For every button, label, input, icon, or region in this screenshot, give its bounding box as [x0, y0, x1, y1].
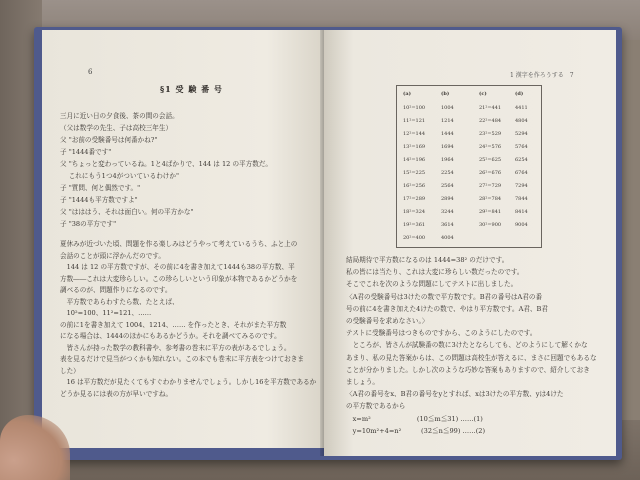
- table-cell: 15²=225: [403, 170, 426, 176]
- left-body-line: 子 "質問、何と偶然です。": [60, 184, 141, 192]
- left-body-line: 父 "ちょっと変わっているね。1と4ばかりで、144 は 12 の平方数だ。: [60, 160, 273, 168]
- table-cell: 6764: [515, 170, 528, 176]
- table-cell: 12²=144: [403, 131, 426, 137]
- table-cell: 19²=361: [403, 222, 426, 228]
- left-body-line: 子 "1444も平方数ですよ": [60, 196, 138, 204]
- table-cell: 1004: [441, 105, 454, 111]
- square-table: [396, 85, 542, 248]
- table-cell: 4411: [515, 105, 528, 111]
- table-row: [397, 206, 541, 218]
- right-body-line: の平方数であるから: [346, 402, 406, 411]
- left-body-line: 子 "38の平方です": [60, 220, 117, 228]
- right-body-line: x=m² (10≦m≦31) ……(1): [346, 414, 483, 423]
- table-row: [397, 180, 541, 192]
- table-cell: 21²=441: [479, 105, 502, 111]
- left-body-line: 父 "はははう、それは面白い。何の平方かな": [60, 208, 194, 216]
- table-cell: 11²=121: [403, 118, 426, 124]
- table-cell: 23²=529: [479, 131, 502, 137]
- table-cell: 1214: [441, 118, 454, 124]
- table-cell: 10²=100: [403, 105, 426, 111]
- table-cell: 1694: [441, 144, 454, 150]
- table-cell: 27²=729: [479, 183, 502, 189]
- table-cell: 13²=169: [403, 144, 426, 150]
- table-header-cell: (c): [479, 91, 487, 97]
- left-body-line: した）: [60, 366, 80, 375]
- left-page: [42, 30, 324, 448]
- running-head: 1 漢字を作ろうする 7: [510, 72, 574, 79]
- table-cell: 5294: [515, 131, 528, 137]
- table-cell: 2254: [441, 170, 454, 176]
- table-cell: 30²=900: [479, 222, 502, 228]
- table-cell: 9004: [515, 222, 528, 228]
- left-body-line: 方数――これは大変珍らしい。この珍らしいという印象が本物であるかどうかを: [60, 274, 298, 283]
- right-body-line: そこでこれを次のような問題にしてテストに出しました。: [346, 280, 518, 289]
- right-body-line: y=10m²+4=n² (32≦n≦99) ……(2): [346, 426, 486, 435]
- left-body-line: 16 は平方数だが見たくてもすぐわかりませんでしょう。しかし16を平方数であるか: [60, 378, 317, 386]
- right-body-line: あまり、私の見た答案からは、この問題は高校生が答えるに、まさに回題でもあるな: [346, 353, 597, 362]
- table-cell: 1444: [441, 131, 454, 137]
- left-body-line: になる場合は、1444のほかにもあるかどうか。それを調べてみるのです。: [60, 332, 281, 340]
- left-body-line: 会話のことが頭に浮かんだのです。: [60, 251, 165, 260]
- table-cell: 8414: [515, 209, 528, 215]
- table-cell: 20²=400: [403, 235, 426, 241]
- left-body-line: 表を見るだけで見当がつくかも知れない。この本でも巻末に平方表をつけておきま: [60, 355, 304, 363]
- table-cell: 29²=841: [479, 209, 502, 215]
- left-body-line: 10²=100、11²=121、……: [60, 309, 152, 317]
- section-heading: §1 受 験 番 号: [160, 84, 223, 94]
- right-body-line: ましょう。: [346, 378, 379, 386]
- table-cell: 14²=196: [403, 157, 426, 163]
- table-cell: 25²=625: [479, 157, 502, 163]
- right-body-line: 〈A君の受験番号は3けたの数で平方数です。B君の番号はA君の番: [346, 292, 543, 301]
- right-body-line: 〈A君の番号をx、B君の番号をyとすれば、xは3けたの平方数、yは4けた: [346, 390, 564, 399]
- left-body-line: これにもう1つ4がついているわけか": [60, 172, 180, 180]
- left-body-line: 夏休みが近づいた頃、問題を作る楽しみはどうやって考えているうち、ふと上の: [60, 240, 298, 248]
- right-body-line: ことが分かりました。しかし次のような巧妙な答案もありますので、紹介しておき: [346, 365, 590, 374]
- table-cell: 3614: [441, 222, 454, 228]
- table-cell: 3244: [441, 209, 454, 215]
- table-header-cell: (d): [515, 91, 524, 97]
- table-cell: 2564: [441, 183, 454, 189]
- table-cell: 6254: [515, 157, 528, 163]
- table-cell: 7844: [515, 196, 528, 202]
- table-header-cell: (a): [403, 91, 411, 97]
- table-row: [397, 128, 541, 140]
- table-cell: 17²=289: [403, 196, 426, 202]
- table-cell: 22²=484: [479, 118, 502, 124]
- left-body-line: 皆さんが持った数学の教科書や、参考書の巻末に平方の表があるでしょう。: [60, 343, 291, 352]
- right-body-line: 私の皆には当たり、これは大変に珍らしい数だったのです。: [346, 268, 524, 277]
- left-page-number: 6: [88, 68, 93, 76]
- table-header-row: [397, 88, 541, 100]
- left-body-line: 調べるのが、問題作りになるのです。: [60, 286, 172, 294]
- table-row: [397, 154, 541, 166]
- right-body-line: 号の前に4を書き加えた4けたの数で、やはり平方数です。A君、B君: [346, 304, 548, 313]
- right-page: [324, 30, 616, 456]
- left-body-line: 三月に近い日の夕食後、茶の間の会話。: [60, 112, 179, 120]
- left-body-line: の前に1を書き加えて 1004、1214、…… を作ったとき、それがまた平方数: [60, 320, 287, 329]
- table-row: [397, 167, 541, 179]
- left-body-line: 144 は 12 の平方数ですが、その前に4を書き加えて1444も38の平方数、平: [60, 263, 295, 271]
- table-cell: 18²=324: [403, 209, 426, 215]
- left-body-line: 平方数であらわすたら数、たとえば、: [60, 297, 179, 306]
- table-row: [397, 115, 541, 127]
- table-cell: 26²=676: [479, 170, 502, 176]
- left-body-line: 父 "お前の受験番号は何番かね?": [60, 136, 158, 144]
- left-body-line: （父は数学の先生、子は高校三年生）: [60, 124, 173, 132]
- table-cell: 24²=576: [479, 144, 502, 150]
- table-cell: 7294: [515, 183, 528, 189]
- left-body-line: どうか見るには表の方が早いですね。: [60, 389, 173, 398]
- table-cell: 2894: [441, 196, 454, 202]
- table-row: [397, 193, 541, 205]
- table-row: [397, 232, 541, 244]
- table-row: [397, 219, 541, 231]
- table-cell: 4004: [441, 235, 454, 241]
- table-cell: 16²=256: [403, 183, 426, 189]
- table-row: [397, 102, 541, 114]
- table-cell: 28²=784: [479, 196, 502, 202]
- table-cell: 5764: [515, 144, 528, 150]
- table-cell: 4804: [515, 118, 528, 124]
- right-body-line: 結局期待で平方数になるのは 1444=38² のだけです。: [346, 256, 509, 264]
- right-body-line: の受験番号を求めなさい。〉: [346, 317, 429, 325]
- right-body-line: ところが、皆さんが試験番の数に3けたとならしても、どのようにして解くかな: [346, 341, 588, 350]
- right-body-line: テストに受験番号はつきものですから、このようにしたのです。: [346, 329, 537, 338]
- left-body-line: 子 "1444番です": [60, 148, 112, 156]
- table-row: [397, 141, 541, 153]
- table-cell: 1964: [441, 157, 454, 163]
- table-header-cell: (b): [441, 91, 450, 97]
